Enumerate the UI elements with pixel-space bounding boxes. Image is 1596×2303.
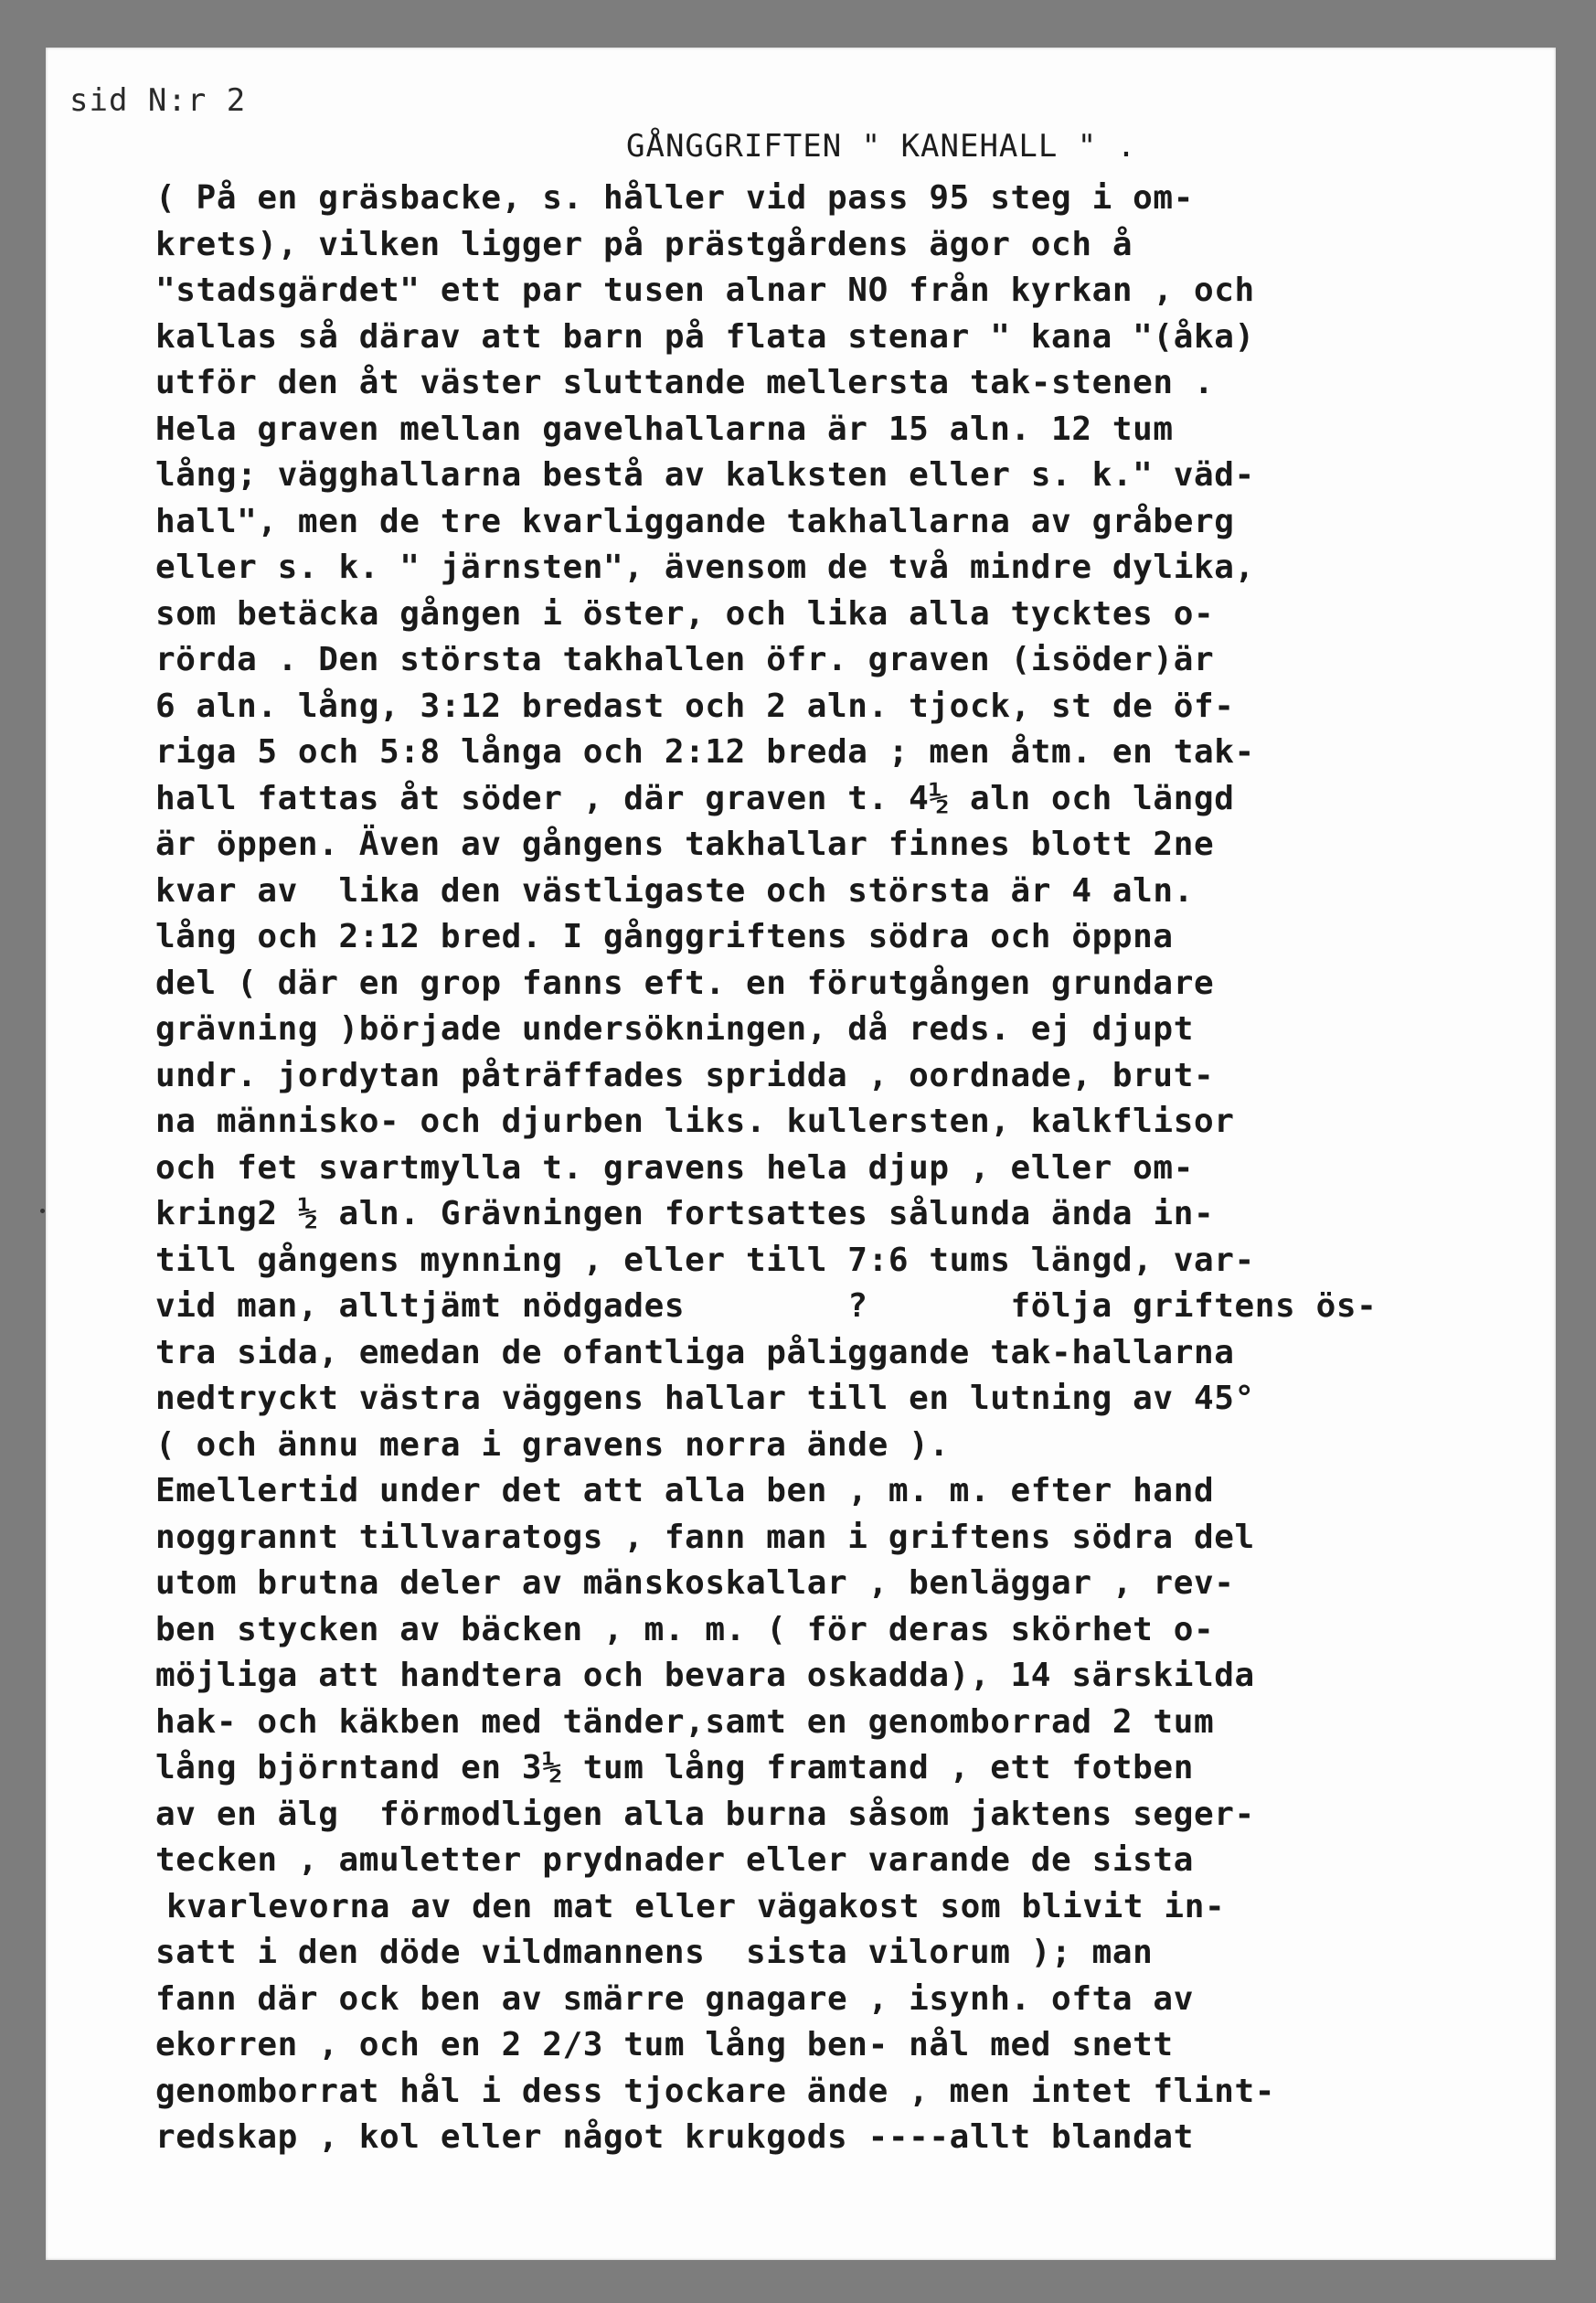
text-line: Emellertid under det att alla ben , m. m. efter hand [155,1472,1215,1509]
text-line: och fet svartmylla t. gravens hela djup , eller om- [155,1148,1194,1187]
text-line: satt i den döde vildmannens sista vilorum ); man [155,1934,1154,1971]
text-line: ( På en gräsbacke, s. håller vid pass 95 steg i om- [155,179,1194,217]
text-line: till gångens mynning , eller till 7:6 tums längd, var- [155,1241,1255,1279]
text-line: tra sida, emedan de ofantliga påliggande tak-hallarna [155,1333,1235,1371]
text-line: kvarlevorna av den mat eller vägakost som blivit in- [166,1887,1226,1925]
text-line: nedtryckt västra väggens hallar till en lutning av 45° [155,1380,1255,1417]
text-line: noggrannt tillvaratogs , fann man i griftens södra del [155,1518,1255,1556]
text-line: lång björntand en 3½ tum lång framtand , ett fotben [155,1749,1194,1786]
text-line: eller s. k. " järnsten", ävensom de två mindre dylika, [155,549,1255,586]
text-line: kvar av lika den västligaste och största är 4 aln. [155,871,1194,910]
text-line: utom brutna deler av mänskoskallar , benläggar , rev- [155,1564,1235,1602]
text-line: kring2 ½ aln. Grävningen fortsattes sålunda ända in- [155,1195,1215,1232]
text-line: grävning )började undersökningen, då reds. ej djupt [155,1010,1194,1048]
text-line: na människo- och djurben liks. kullersten, kalkflisor [155,1103,1235,1140]
text-line: rörda . Den största takhallen öfr. graven (isöder)är [155,641,1215,678]
text-line: riga 5 och 5:8 långa och 2:12 breda ; men åtm. en tak- [155,733,1255,771]
text-line: ekorren , och en 2 2/3 tum lång ben- nål med snett [155,2026,1174,2063]
page-sheet [46,48,1556,2260]
text-line: "stadsgärdet" ett par tusen alnar NO från kyrkan , och [155,272,1255,309]
text-line: fann där ock ben av smärre gnagare , isynh. ofta av [155,1979,1194,2018]
text-line: hall fattas åt söder , där graven t. 4½ aln och längd [155,779,1235,817]
text-line: ben stycken av bäcken , m. m. ( för deras skörhet o- [155,1610,1215,1648]
margin-mark [40,1209,45,1213]
text-line: är öppen. Även av gångens takhallar finnes blott 2ne [155,826,1215,863]
text-line: tecken , amuletter prydnader eller varande de sista [155,1841,1194,1879]
page-number: sid N:r 2 [69,82,247,119]
text-line: ( och ännu mera i gravens norra ände ). [155,1425,950,1464]
text-line: undr. jordytan påträffades spridda , oordnade, brut- [155,1056,1215,1094]
text-line: lång och 2:12 bred. I gånggriftens södra och öppna [155,918,1174,955]
text-line: genomborrat hål i dess tjockare ände , men intet flint- [155,2072,1276,2110]
text-line: av en älg förmodligen alla burna såsom jaktens seger- [155,1795,1255,1833]
body-text [155,176,1545,2161]
text-line: utför den åt väster sluttande mellersta tak-stenen . [155,364,1215,401]
text-line: hak- och käkben med tänder,samt en genomborrad 2 tum [155,1702,1215,1741]
typewritten-page [46,48,1556,2260]
text-line: lång; vägghallarna bestå av kalksten eller s. k." väd- [155,456,1255,494]
text-line: som betäcka gången i öster, och lika alla tycktes o- [155,594,1215,633]
text-line: redskap , kol eller något krukgods ----allt blandat [155,2118,1194,2156]
text-line: 6 aln. lång, 3:12 bredast och 2 aln. tjock, st de öf- [155,687,1235,725]
text-line: kallas så därav att barn på flata stenar " kana "(åka) [155,317,1255,356]
page-title: GÅNGGRIFTEN " KANEHALL " . [626,128,1137,165]
text-line: vid man, alltjämt nödgades ? följa griftens ös- [155,1287,1378,1325]
text-line: Hela graven mellan gavelhallarna är 15 aln. 12 tum [155,410,1174,448]
text-line: möjliga att handtera och bevara oskadda), 14 särskilda [155,1657,1255,1694]
text-line: del ( där en grop fanns eft. en förutgången grundare [155,964,1215,1002]
text-line: krets), vilken ligger på prästgårdens ägor och å [155,225,1133,263]
text-line: hall", men de tre kvarliggande takhallarna av gråberg [155,502,1235,540]
